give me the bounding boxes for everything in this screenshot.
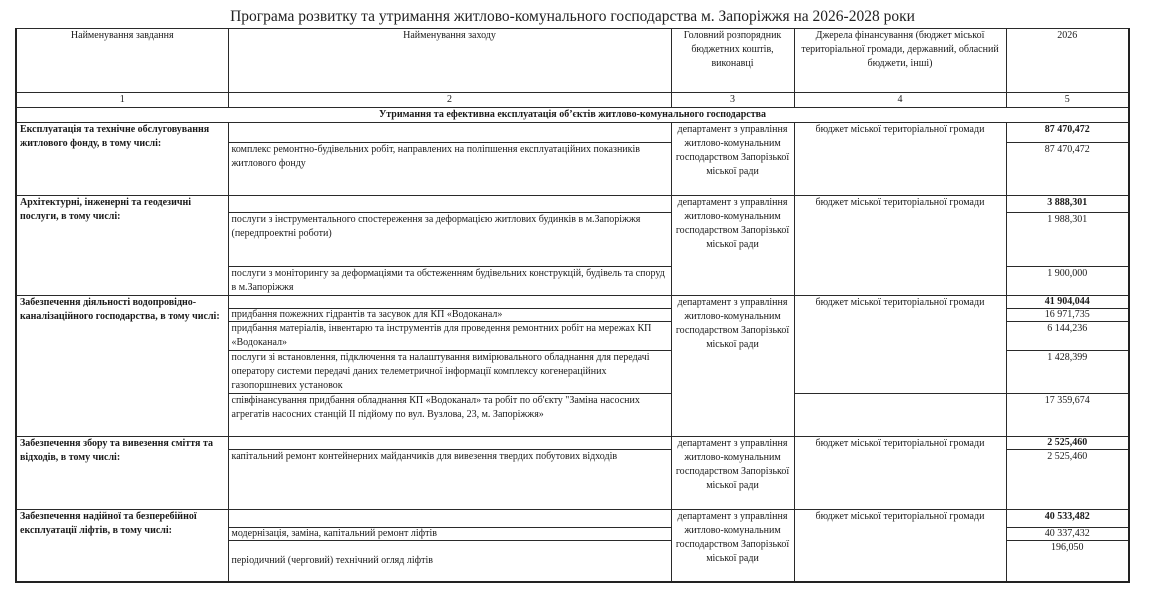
measure-amount: 87 470,472: [1006, 143, 1129, 196]
funding-source: бюджет міської територіальної громади: [794, 123, 1006, 196]
header-row: [16, 29, 1129, 93]
funding-source: бюджет міської територіальної громади: [794, 437, 1006, 510]
measure-amount: 2 525,460: [1006, 450, 1129, 510]
task-total-amount: 3 888,301: [1006, 196, 1129, 213]
funding-source-empty: [794, 394, 1006, 437]
measure-amount: 16 971,735: [1006, 309, 1129, 322]
document-title: Програма розвитку та утримання житлово-комунального господарства м. Запоріжжя на 2026-2028 роки: [230, 8, 915, 25]
task-total-amount: 41 904,044: [1006, 296, 1129, 309]
table-row: [16, 196, 1129, 213]
column-number: 4: [794, 93, 1006, 108]
task-name: Архітектурні, інженерні та геодезичні послуги, в тому числі:: [16, 196, 228, 296]
measure-name: послуги з інструментального спостереження за деформацією житлових будинків в м.Запоріжжя (передпроектні роботи): [228, 213, 671, 267]
measure-name: придбання пожежних гідрантів та засувок для КП «Водоканал»: [228, 309, 671, 322]
executor: департамент з управління житлово-комунальним господарством Запорізької міської ради: [671, 296, 794, 437]
executor: департамент з управління житлово-комунальним господарством Запорізької міської ради: [671, 437, 794, 510]
measure-name: періодичний (черговий) технічний огляд ліфтів: [228, 541, 671, 582]
funding-source: бюджет міської територіальної громади: [794, 196, 1006, 296]
header-funding-source: Джерела фінансування (бюджет міської територіальної громади, державний, обласний бюджети, інші): [794, 29, 1006, 93]
task-name: Забезпечення збору та вивезення сміття та відходів, в тому числі:: [16, 437, 228, 510]
measure-name: комплекс ремонтно-будівельних робіт, направлених на поліпшення експлуатаційних показників житлового фонду: [228, 143, 671, 196]
column-number: 3: [671, 93, 794, 108]
measure-amount: 40 337,432: [1006, 528, 1129, 541]
column-number: 5: [1006, 93, 1129, 108]
task-total-amount: 40 533,482: [1006, 510, 1129, 528]
measure-amount: 17 359,674: [1006, 394, 1129, 437]
measure-name: придбання матеріалів, інвентарю та інструментів для проведення ремонтних робіт на мережах КП «Водоканал»: [228, 322, 671, 351]
measure-empty: [228, 196, 671, 213]
task-total-amount: 2 525,460: [1006, 437, 1129, 450]
measure-name: послуги зі встановлення, підключення та налаштування вимірювального обладнання для передачі оператору системи передачі даних телеметричної інформації комплексу когенераційних газопоршневих установок: [228, 351, 671, 394]
measure-amount: 196,050: [1006, 541, 1129, 582]
measure-name: капітальний ремонт контейнерних майданчиків для вивезення твердих побутових відходів: [228, 450, 671, 510]
measure-empty: [228, 437, 671, 450]
table-row: [16, 437, 1129, 450]
funding-source: бюджет міської територіальної громади: [794, 510, 1006, 582]
measure-amount: 1 988,301: [1006, 213, 1129, 267]
section-title: Утримання та ефективна експлуатація об’єктів житлово-комунального господарства: [16, 108, 1129, 123]
measure-name: послуги з моніторингу за деформаціями та обстеженням будівельних конструкцій, будівель та споруд в м.Запоріжжя: [228, 267, 671, 296]
column-number: 1: [16, 93, 228, 108]
column-number-row: [16, 93, 1129, 108]
task-name: Експлуатація та технічне обслуговування житлового фонду, в тому числі:: [16, 123, 228, 196]
measure-name: співфінансування придбання обладнання КП «Водоканал» та робіт по об'єкту "Заміна насосних агрегатів насосних станцій ІІ підйому по вул. Вузлова, 23, м. Запоріжжя»: [228, 394, 671, 437]
table-row: [16, 296, 1129, 309]
header-executor: Головний розпорядник бюджетних коштів, виконавці: [671, 29, 794, 93]
section-row: [16, 108, 1129, 123]
task-total-amount: 87 470,472: [1006, 123, 1129, 143]
measure-amount: 6 144,236: [1006, 322, 1129, 351]
measure-name: модернізація, заміна, капітальний ремонт ліфтів: [228, 528, 671, 541]
executor: департамент з управління житлово-комунальним господарством Запорізької міської ради: [671, 123, 794, 196]
measure-amount: 1 900,000: [1006, 267, 1129, 296]
executor: департамент з управління житлово-комунальним господарством Запорізької міської ради: [671, 196, 794, 296]
executor: департамент з управління житлово-комунальним господарством Запорізької міської ради: [671, 510, 794, 582]
header-year-2026: 2026: [1006, 29, 1129, 93]
measure-empty: [228, 123, 671, 143]
measure-empty: [228, 510, 671, 528]
measure-amount: 1 428,399: [1006, 351, 1129, 394]
program-table: [15, 28, 1130, 583]
measure-empty: [228, 296, 671, 309]
task-name: Забезпечення надійної та безперебійної експлуатації ліфтів, в тому числі:: [16, 510, 228, 582]
column-number: 2: [228, 93, 671, 108]
header-task-name: Найменування завдання: [16, 29, 228, 93]
header-measure-name: Найменування заходу: [228, 29, 671, 93]
table-row: [16, 510, 1129, 528]
task-name: Забезпечення діяльності водопровідно-каналізаційного господарства, в тому числі:: [16, 296, 228, 437]
table-row: [16, 123, 1129, 143]
funding-source: бюджет міської територіальної громади: [794, 296, 1006, 394]
